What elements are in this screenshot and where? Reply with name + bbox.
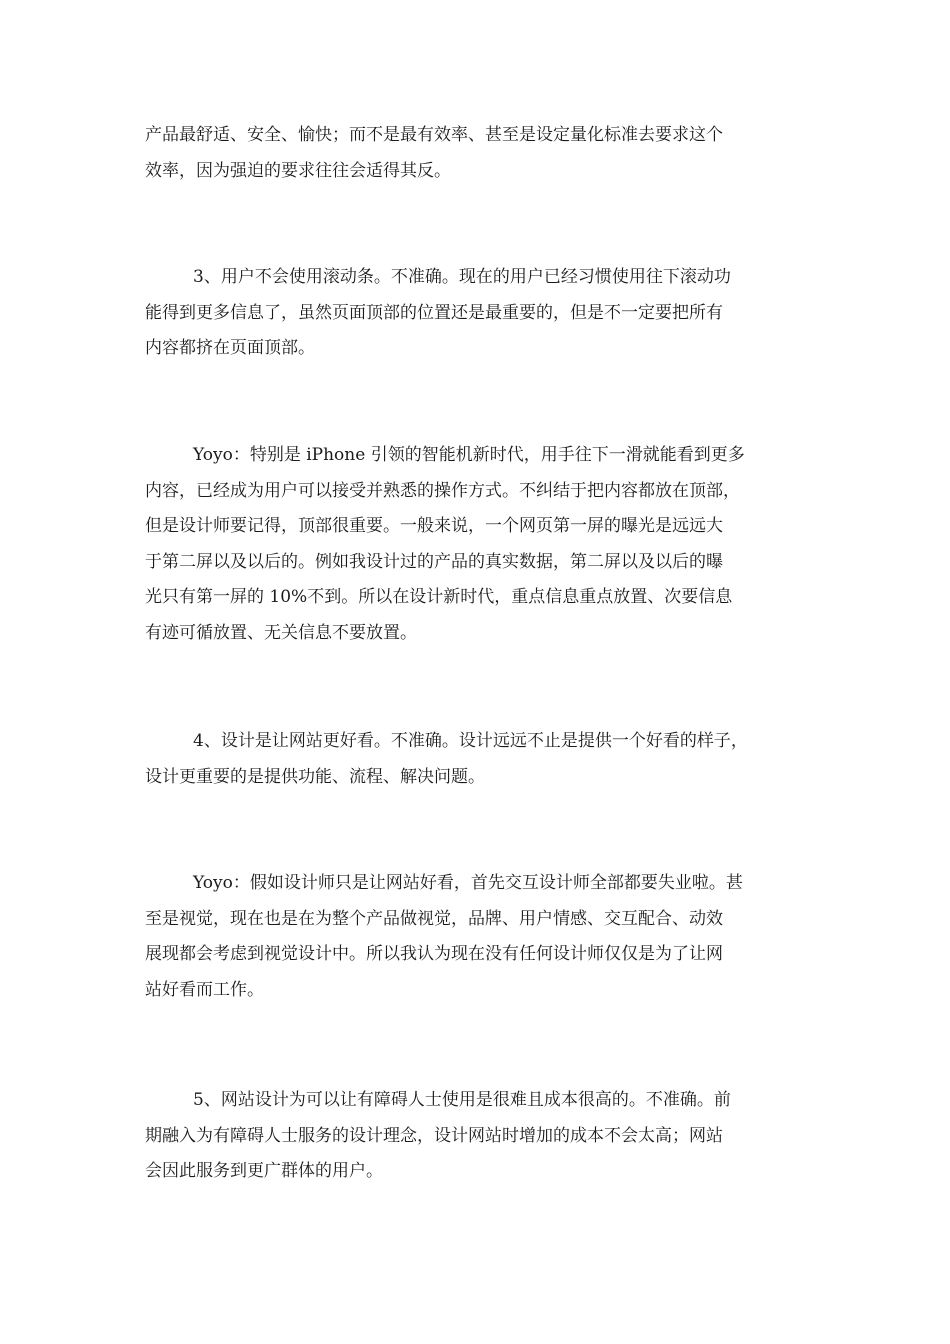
text-line: 但是设计师要记得，顶部很重要。一般来说，一个网页第一屏的曝光是远远大 (145, 516, 723, 536)
text-line: 设计更重要的是提供功能、流程、解决问题。 (145, 766, 485, 787)
paragraph-point-5 (145, 1083, 805, 1190)
paragraph-point-3 (145, 260, 805, 367)
text-line: 有迹可循放置、无关信息不要放置。 (145, 622, 417, 643)
text-line: 于第二屏以及以后的。例如我设计过的产品的真实数据，第二屏以及以后的曝 (145, 551, 723, 572)
text-line: 至是视觉，现在也是在为整个产品做视觉，品牌、用户情感、交互配合、动效 (145, 908, 723, 929)
text-line: Yoyo：假如设计师只是让网站好看，首先交互设计师全部都要失业啦。甚 (193, 873, 743, 893)
text-line: 光只有第一屏的 10%不到。所以在设计新时代，重点信息重点放置、次要信息 (145, 587, 733, 607)
text-line: 能得到更多信息了，虽然页面顶部的位置还是最重要的，但是不一定要把所有 (145, 302, 723, 323)
text-line: 会因此服务到更广群体的用户。 (145, 1161, 383, 1181)
paragraph-point-4 (145, 724, 805, 795)
text-line: 3、用户不会使用滚动条。不准确。现在的用户已经习惯使用往下滚动功 (193, 267, 731, 287)
paragraph-continuation (145, 118, 805, 189)
text-line: 产品最舒适、安全、愉快；而不是最有效率、甚至是设定量化标准去要求这个 (145, 125, 723, 145)
text-line: 4、设计是让网站更好看。不准确。设计远远不止是提供一个好看的样子， (193, 731, 748, 751)
paragraph-yoyo-comment-4 (145, 866, 805, 1008)
text-line: 内容，已经成为用户可以接受并熟悉的操作方式。不纠结于把内容都放在顶部， (145, 480, 740, 501)
text-line: 期融入为有障碍人士服务的设计理念，设计网站时增加的成本不会太高；网站 (145, 1125, 723, 1146)
text-line: 5、网站设计为可以让有障碍人士使用是很难且成本很高的。不准确。前 (193, 1090, 731, 1110)
text-line: 站好看而工作。 (145, 979, 264, 1000)
text-line: 效率，因为强迫的要求往往会适得其反。 (145, 160, 451, 181)
text-line: 展现都会考虑到视觉设计中。所以我认为现在没有任何设计师仅仅是为了让网 (145, 944, 723, 964)
text-line: Yoyo：特别是 iPhone 引领的智能机新时代，用手往下一滑就能看到更多 (193, 445, 745, 465)
paragraph-yoyo-comment-3 (145, 438, 805, 651)
text-line: 内容都挤在页面顶部。 (145, 338, 315, 358)
